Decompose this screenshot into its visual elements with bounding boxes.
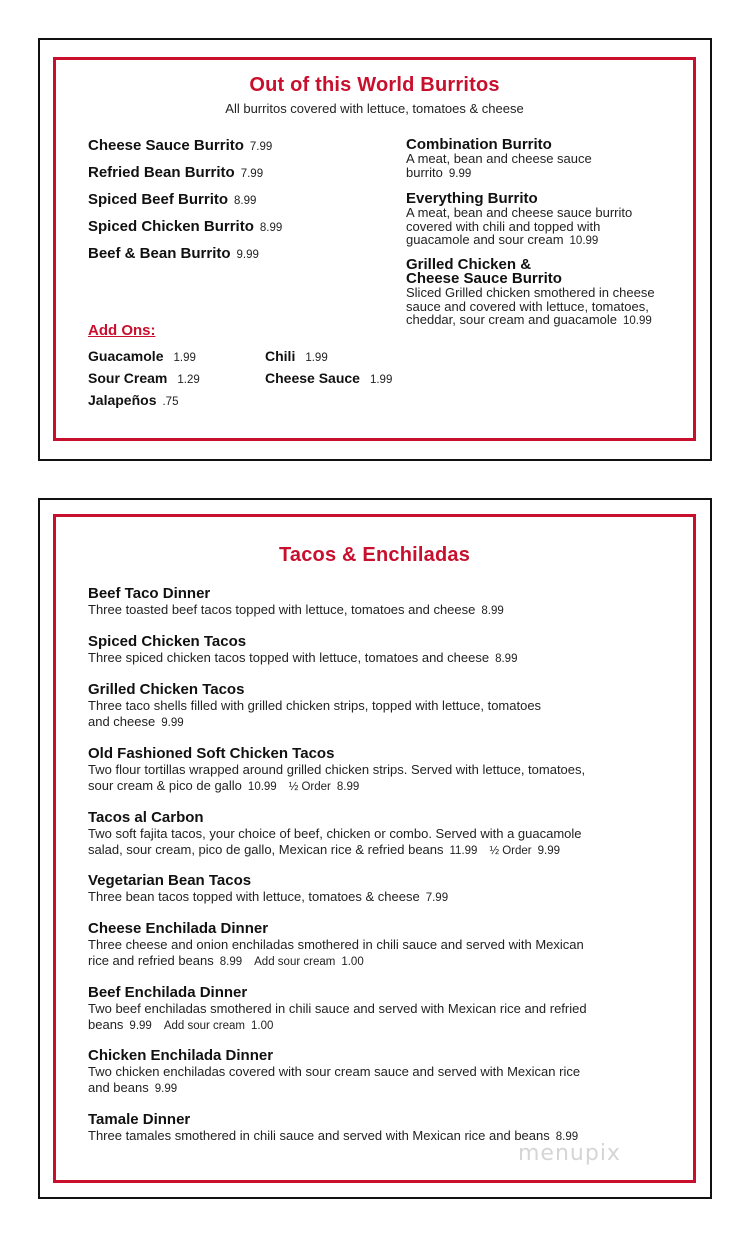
addon-item [88, 370, 200, 388]
item-description: A meat, bean and cheese sauce [406, 151, 592, 166]
item-description: guacamole and sour cream [406, 232, 564, 247]
item-price: 10.99 [569, 235, 599, 247]
menu-item [88, 191, 256, 209]
menu-item [88, 984, 678, 1034]
half-order-price: 8.99 [336, 781, 360, 793]
item-name: Cheese Sauce Burrito [88, 137, 244, 154]
menu-item [88, 681, 678, 731]
addon-price: 1.99 [369, 374, 393, 386]
menu-item [406, 258, 691, 329]
extra-label: Add sour cream [163, 1020, 245, 1032]
item-name: Tacos al Carbon [88, 809, 204, 826]
addon-price: 1.29 [177, 374, 200, 386]
extra-price: 1.00 [341, 956, 364, 968]
item-description: Three cheese and onion enchiladas smothered in chili sauce and served with Mexican [88, 937, 584, 952]
item-description: sour cream & pico de gallo [88, 778, 242, 793]
addon-name: Cheese Sauce [265, 370, 360, 386]
addon-item [88, 348, 196, 366]
item-price: 8.99 [495, 653, 518, 665]
item-price: 8.99 [481, 605, 504, 617]
item-description: sauce and covered with lettuce, tomatoes, [406, 298, 649, 314]
item-name: Spiced Beef Burrito [88, 191, 229, 208]
addon-item [265, 348, 328, 366]
half-order-label: ½ Order [288, 781, 331, 793]
item-description: A meat, bean and cheese sauce burrito [406, 205, 633, 220]
item-price: 8.99 [234, 195, 257, 207]
addon-name: Chili [265, 348, 296, 364]
addon-price: 1.99 [173, 352, 196, 364]
menu-item [88, 137, 272, 155]
burritos-subtitle: All burritos covered with lettuce, tomatoes & cheese [225, 101, 524, 116]
item-name: Chicken Enchilada Dinner [88, 1047, 274, 1064]
item-name: Vegetarian Bean Tacos [88, 872, 252, 889]
item-price: 8.99 [555, 1131, 579, 1143]
item-description: Two beef enchiladas smothered in chili sauce and served with Mexican rice and refried [88, 1001, 587, 1016]
menu-item [88, 585, 678, 619]
item-name: Grilled Chicken & [406, 256, 532, 273]
item-name: Beef Enchilada Dinner [88, 984, 248, 1001]
burritos-panel-border [53, 57, 696, 441]
item-description: Two soft fajita tacos, your choice of beef, chicken or combo. Served with a guacamole [88, 826, 582, 841]
addon-price: 1.99 [305, 352, 328, 364]
menu-item [88, 745, 678, 795]
item-price: 9.99 [236, 249, 259, 261]
addon-item [88, 392, 178, 410]
item-price: 7.99 [249, 141, 273, 153]
item-price: 11.99 [449, 845, 478, 857]
item-name: Combination Burrito [406, 136, 552, 153]
burritos-title: Out of this World Burritos [249, 74, 500, 96]
item-name: Spiced Chicken Tacos [88, 633, 247, 650]
watermark-logo: menupix [518, 1141, 621, 1166]
item-price: 7.99 [240, 168, 264, 180]
item-description: Two flour tortillas wrapped around grilled chicken strips. Served with lettuce, tomatoes, [88, 762, 586, 777]
item-name: Grilled Chicken Tacos [88, 681, 245, 698]
item-description: Two chicken enchiladas covered with sour cream sauce and served with Mexican rice [88, 1064, 581, 1079]
item-name: Tamale Dinner [88, 1111, 191, 1128]
menu-item [406, 137, 686, 181]
item-description: and beans [88, 1080, 149, 1095]
extra-price: 1.00 [251, 1020, 274, 1032]
item-price: 9.99 [129, 1020, 152, 1032]
tacos-panel-border [53, 514, 696, 1183]
half-order-label: ½ Order [489, 845, 532, 857]
menu-item [88, 1111, 678, 1145]
item-name: Beef & Bean Burrito [88, 245, 231, 262]
item-description: Three toasted beef tacos topped with lettuce, tomatoes and cheese [88, 602, 476, 617]
item-description: Sliced Grilled chicken smothered in cheese [406, 285, 655, 300]
menu-item [88, 245, 259, 263]
item-name: Cheese Sauce Burrito [406, 270, 562, 287]
addon-name: Sour Cream [88, 370, 168, 386]
item-description: covered with chili and topped with [406, 218, 601, 234]
menu-item [88, 164, 263, 182]
item-description: cheddar, sour cream and guacamole [406, 312, 618, 327]
menu-item [88, 920, 678, 970]
item-description: Three spiced chicken tacos topped with lettuce, tomatoes and cheese [88, 650, 490, 665]
menu-item [88, 872, 678, 906]
item-price: 10.99 [247, 781, 277, 793]
item-description: and cheese [88, 714, 156, 729]
menu-item [88, 1047, 678, 1097]
addons-title: Add Ons: [88, 322, 156, 339]
addon-name: Guacamole [88, 348, 164, 364]
addon-name: Jalapeños [88, 392, 157, 408]
addon-item [265, 370, 392, 388]
item-price: 8.99 [219, 956, 243, 968]
menu-item [88, 809, 678, 859]
half-order-price: 9.99 [537, 845, 561, 857]
item-description: Three taco shells filled with grilled chicken strips, topped with lettuce, tomatoes [88, 698, 542, 713]
menu-item [88, 633, 678, 667]
item-name: Refried Bean Burrito [88, 164, 235, 181]
item-description: beans [88, 1017, 124, 1032]
item-description: rice and refried beans [88, 953, 214, 968]
item-description: Three tamales smothered in chili sauce and served with Mexican rice and beans [88, 1128, 550, 1143]
item-description: salad, sour cream, pico de gallo, Mexican rice & refried beans [88, 842, 444, 857]
item-price: 9.99 [161, 717, 184, 729]
item-name: Everything Burrito [406, 190, 538, 207]
menu-item [88, 218, 282, 236]
addon-price: .75 [162, 396, 179, 408]
item-name: Cheese Enchilada Dinner [88, 920, 269, 937]
menu-item [406, 191, 691, 249]
item-price: 9.99 [448, 167, 472, 180]
item-price: 7.99 [425, 892, 449, 904]
item-name: Spiced Chicken Burrito [88, 218, 254, 235]
item-price: 8.99 [259, 222, 283, 234]
extra-label: Add sour cream [254, 956, 336, 968]
item-price: 10.99 [623, 315, 652, 327]
item-description: burrito [406, 164, 443, 180]
item-name: Beef Taco Dinner [88, 585, 211, 602]
item-description: Three bean tacos topped with lettuce, tomatoes & cheese [88, 889, 420, 904]
item-price: 9.99 [154, 1083, 178, 1095]
tacos-title: Tacos & Enchiladas [278, 544, 471, 566]
item-name: Old Fashioned Soft Chicken Tacos [88, 745, 335, 762]
